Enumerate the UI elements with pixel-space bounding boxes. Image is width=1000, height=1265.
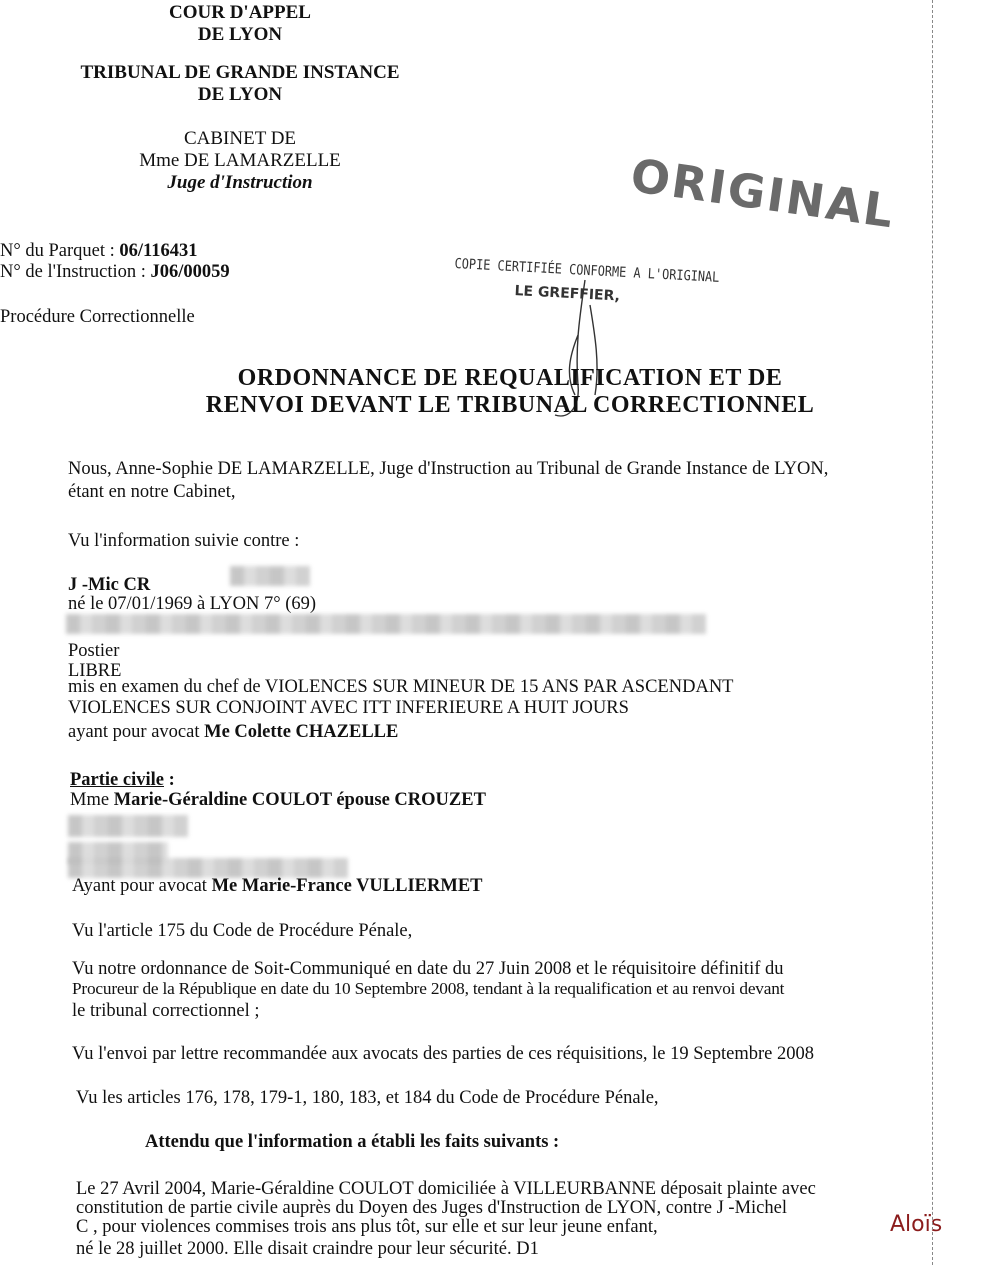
parquet-label: N° du Parquet :	[0, 241, 120, 261]
pc-prefix: Mme	[70, 790, 114, 810]
lawyer-prefix: ayant pour avocat	[68, 722, 205, 742]
facts-line4: né le 28 juillet 2000. Elle disait craindre pour leur sécurité. D1	[76, 1239, 539, 1259]
partie-civile-label: Partie civile	[70, 770, 164, 790]
lawyer-name: Me Colette CHAZELLE	[204, 722, 399, 742]
vu-envoi: Vu l'envoi par lettre recommandée aux avocats des parties de ces réquisitions, le 19 Septembre 2008	[72, 1044, 814, 1064]
intro-line1: Nous, Anne-Sophie DE LAMARZELLE, Juge d'Instruction au Tribunal de Grande Instance de LYON,	[68, 459, 829, 479]
accused-born: né le 07/01/1969 à LYON 7° (69)	[68, 594, 317, 614]
facts-line1: Le 27 Avril 2004, Marie-Géraldine COULOT domiciliée à VILLEURBANNE déposait plainte avec	[76, 1179, 816, 1199]
vu-ordonnance-line2: Procureur de la République en date du 10 Septembre 2008, tendant à la requalification et au renvoi devant	[72, 979, 785, 998]
redaction-block	[68, 815, 188, 837]
instruction-number	[0, 261, 230, 283]
pc-lawyer-name: Me Marie-France VULLIERMET	[211, 876, 483, 896]
vu-article: Vu l'article 175 du Code de Procédure Pénale,	[72, 921, 413, 941]
court-line2: DE LYON	[197, 24, 283, 45]
redaction-block	[230, 566, 310, 586]
redaction-block	[66, 614, 706, 634]
partie-civile-lawyer	[72, 875, 483, 897]
charge-line1: mis en examen du chef de VIOLENCES SUR MINEUR DE 15 ANS PAR ASCENDANT	[68, 677, 734, 697]
procedure-type: Procédure Correctionnelle	[0, 307, 195, 327]
facts-line3: C , pour violences commises trois ans plus tôt, sur elle et sur leur jeune enfant,	[76, 1217, 658, 1237]
parquet-value: 06/116431	[119, 241, 198, 261]
tribunal-line1: TRIBUNAL DE GRANDE INSTANCE	[80, 62, 400, 83]
cabinet-line2: Mme DE LAMARZELLE	[139, 150, 341, 171]
tribunal-name	[40, 62, 440, 106]
instruction-label: N° de l'Instruction :	[0, 262, 151, 282]
cabinet-block	[110, 128, 370, 194]
cabinet-line3: Juge d'Instruction	[167, 172, 313, 193]
copie-stamp: COPIE CERTIFIÉE CONFORME A L'ORIGINAL	[454, 256, 720, 286]
pc-name: Marie-Géraldine COULOT épouse CROUZET	[113, 790, 486, 810]
instruction-value: J06/00059	[150, 262, 230, 282]
tribunal-line2: DE LYON	[197, 84, 283, 105]
court-line1: COUR D'APPEL	[169, 2, 311, 23]
title-line2: RENVOI DEVANT LE TRIBUNAL CORRECTIONNEL	[205, 392, 815, 418]
facts-line2: constitution de partie civile auprès du Doyen des Juges d'Instruction de LYON, contre J -Michel	[76, 1198, 787, 1218]
vu-ordonnance-line3: le tribunal correctionnel ;	[72, 1001, 260, 1021]
vu-information: Vu l'information suivie contre :	[68, 531, 300, 551]
intro-line2: étant en notre Cabinet,	[68, 482, 236, 502]
accused-job: Postier	[68, 641, 120, 661]
cabinet-line1: CABINET DE	[183, 128, 297, 149]
pc-lawyer-prefix: Ayant pour avocat	[72, 876, 212, 896]
accused-lawyer	[68, 721, 398, 743]
accused-name: J -Mic CR	[68, 575, 151, 595]
scan-edge-mark	[932, 0, 933, 1265]
document-title	[150, 365, 870, 419]
partie-civile-colon: :	[164, 770, 175, 790]
parquet-number	[0, 240, 198, 262]
court-name	[130, 2, 350, 46]
partie-civile-heading	[70, 769, 175, 791]
vu-articles: Vu les articles 176, 178, 179-1, 180, 183, et 184 du Code de Procédure Pénale,	[76, 1088, 659, 1108]
attendu-heading: Attendu que l'information a établi les faits suivants :	[145, 1132, 560, 1152]
accused-status: LIBRE	[68, 661, 122, 681]
greffier-stamp: LE GREFFIER,	[514, 283, 621, 305]
charge-line2: VIOLENCES SUR CONJOINT AVEC ITT INFERIEURE A HUIT JOURS	[68, 698, 629, 718]
original-stamp: ORIGINAL	[627, 148, 899, 239]
title-line1: ORDONNANCE DE REQUALIFICATION ET DE	[237, 365, 783, 391]
handwritten-name: Aloïs	[890, 1212, 943, 1237]
vu-ordonnance-line1: Vu notre ordonnance de Soit-Communiqué en date du 27 Juin 2008 et le réquisitoire définitif du	[72, 959, 784, 979]
partie-civile-name	[70, 789, 486, 811]
